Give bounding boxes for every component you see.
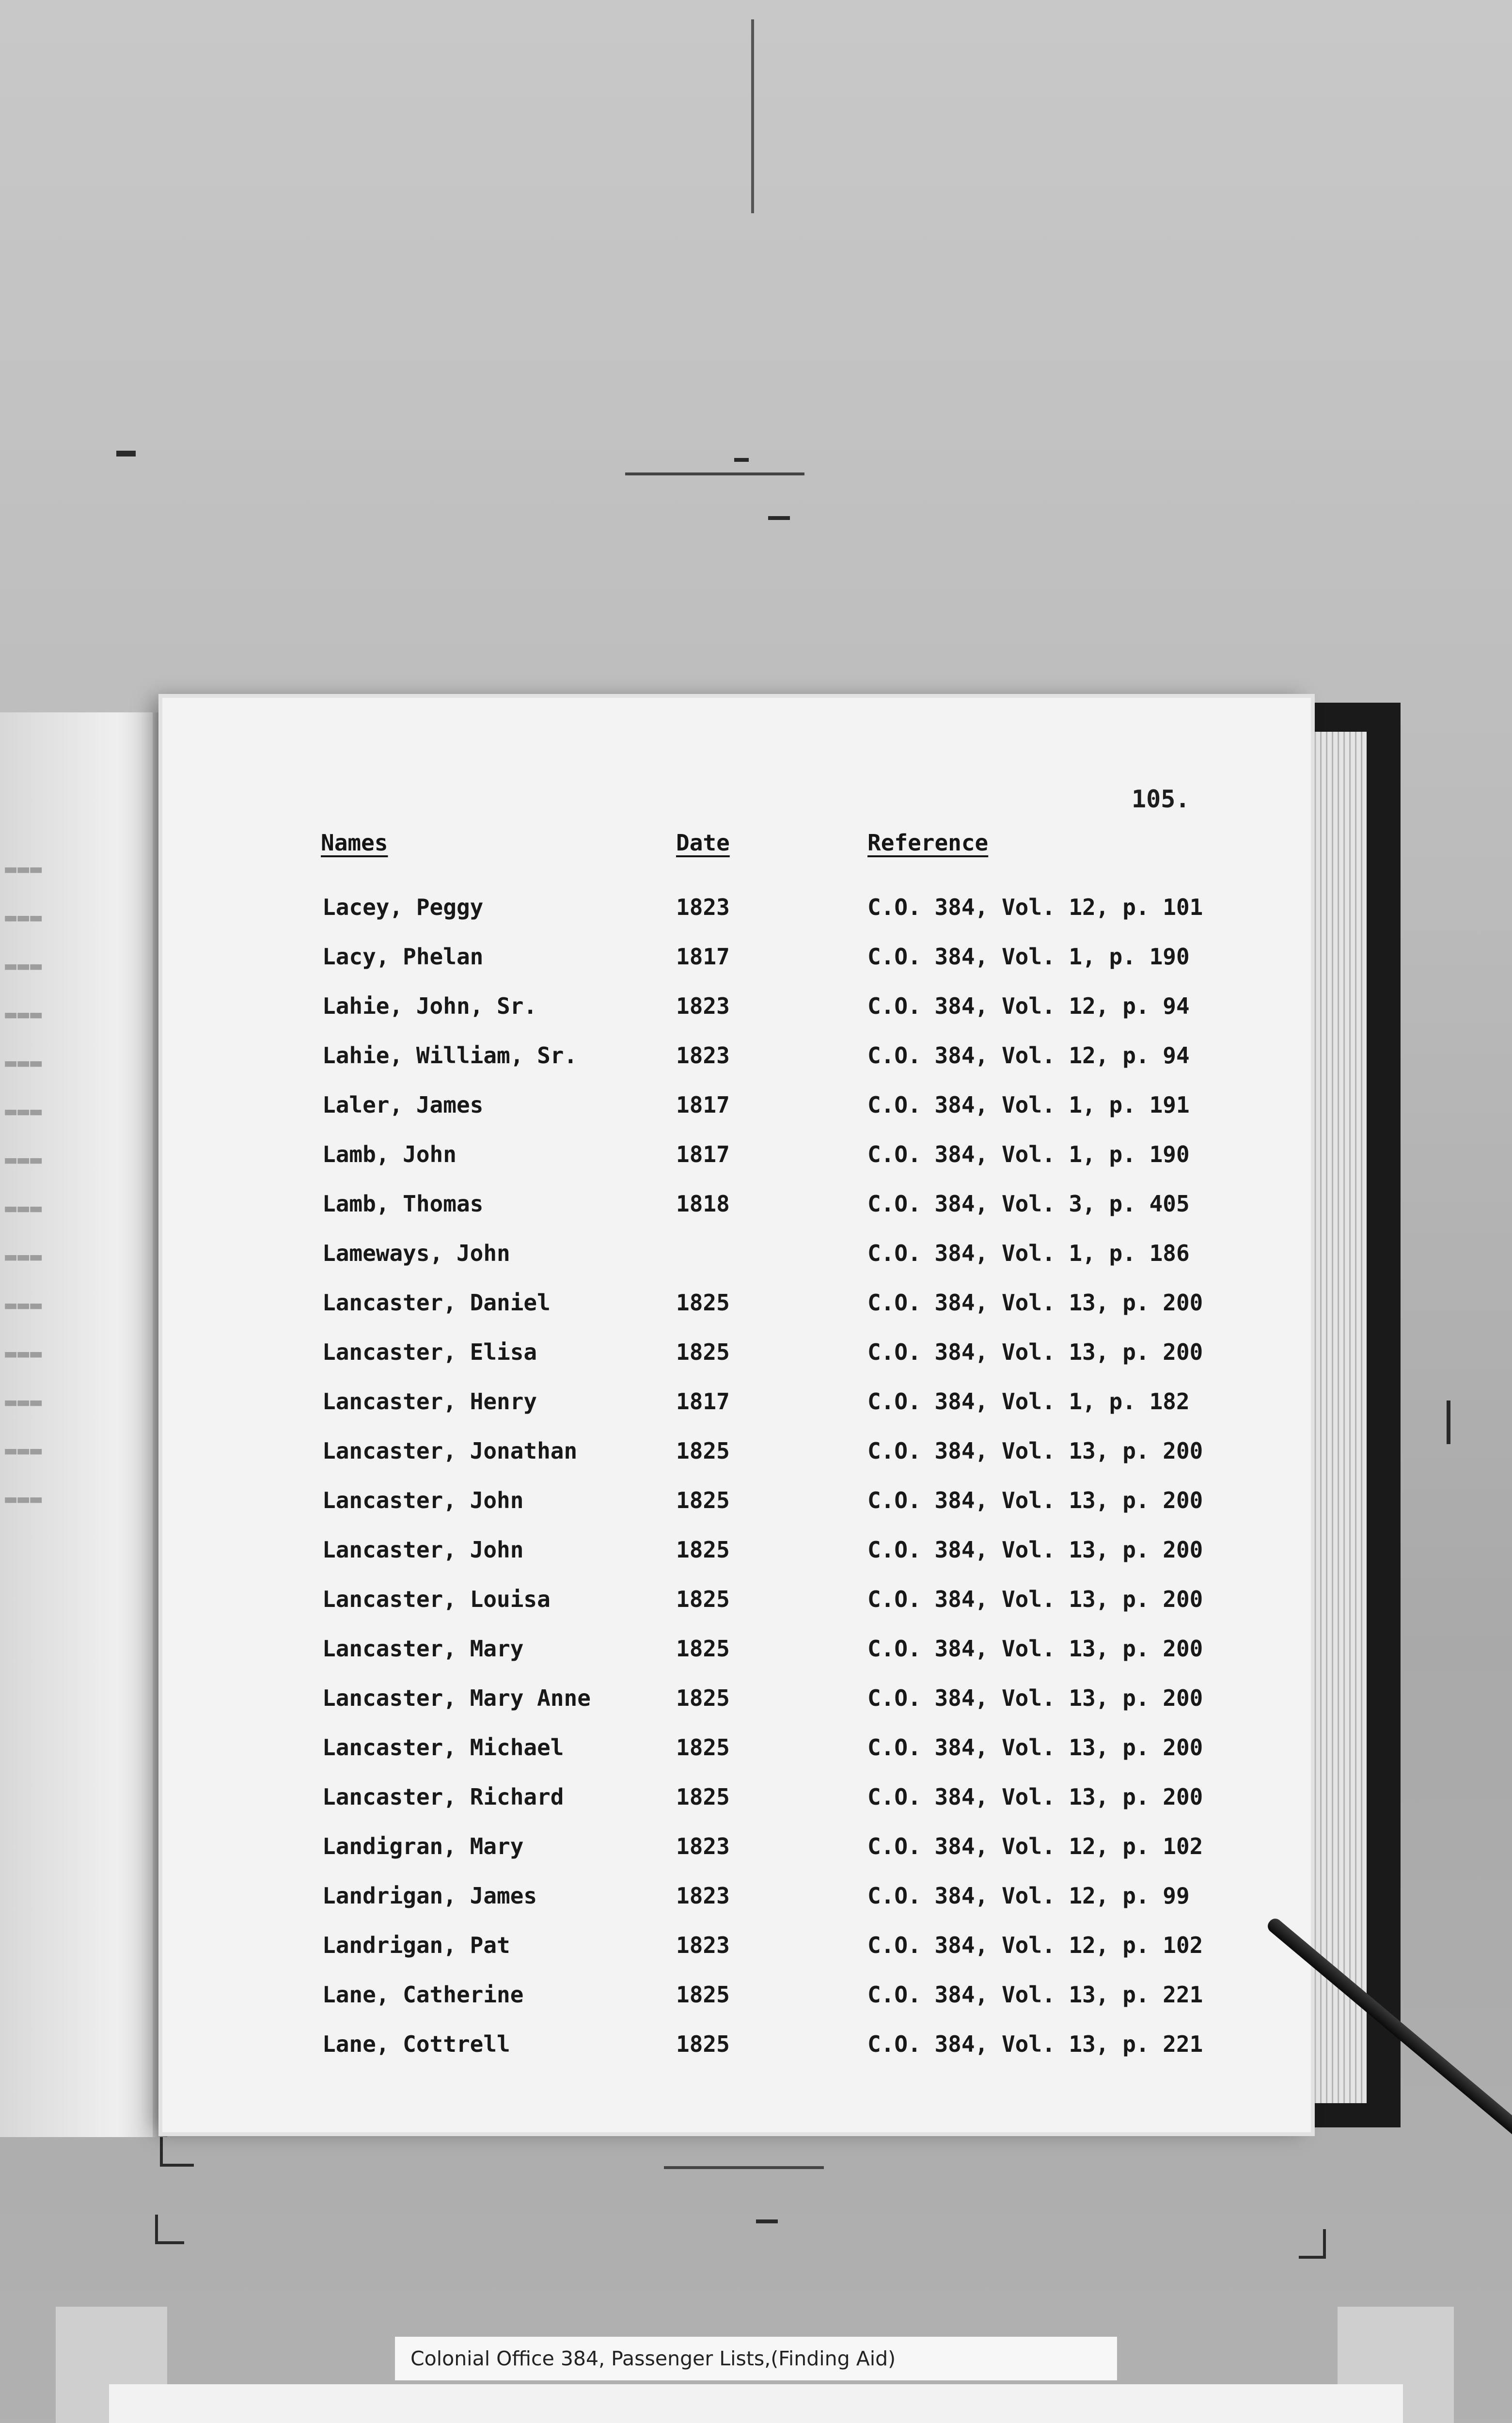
entry-reference: C.O. 384, Vol. 13, p. 200 — [867, 1537, 1203, 1563]
show-through-text: ▬▬▬ — [5, 1294, 43, 1316]
entry-date: 1817 — [676, 1092, 730, 1118]
table-row — [0, 1932, 1338, 1981]
wall-mark — [625, 472, 804, 475]
entry-name: Lancaster, Mary Anne — [322, 1685, 591, 1711]
finding-aid-label: Colonial Office 384, Passenger Lists,(Finding Aid) — [395, 2337, 1117, 2380]
table-row — [0, 1537, 1338, 1585]
show-through-text: ▬▬▬ — [5, 1391, 43, 1413]
entry-date: 1823 — [676, 1042, 730, 1069]
entry-name: Lameways, John — [322, 1240, 510, 1266]
wall-mark — [664, 2166, 824, 2169]
entry-date: 1825 — [676, 1784, 730, 1810]
entry-reference: C.O. 384, Vol. 13, p. 200 — [867, 1586, 1203, 1612]
table-row — [0, 1685, 1338, 1733]
entry-date: 1825 — [676, 1438, 730, 1464]
entry-reference: C.O. 384, Vol. 12, p. 99 — [867, 1883, 1190, 1909]
entry-reference: C.O. 384, Vol. 13, p. 200 — [867, 1290, 1203, 1316]
entry-name: Lancaster, Louisa — [322, 1586, 551, 1612]
entry-name: Lancaster, Elisa — [322, 1339, 537, 1365]
entry-reference: C.O. 384, Vol. 13, p. 200 — [867, 1487, 1203, 1513]
entry-date: 1825 — [676, 1339, 730, 1365]
entry-date: 1825 — [676, 1586, 730, 1612]
entry-reference: C.O. 384, Vol. 1, p. 190 — [867, 1141, 1190, 1167]
corner-mark — [155, 2241, 184, 2244]
entry-reference: C.O. 384, Vol. 13, p. 200 — [867, 1734, 1203, 1761]
show-through-text: ▬▬▬ — [5, 858, 43, 880]
entry-reference: C.O. 384, Vol. 13, p. 200 — [867, 1339, 1203, 1365]
entry-reference: C.O. 384, Vol. 13, p. 221 — [867, 2031, 1203, 2057]
entry-date: 1823 — [676, 993, 730, 1019]
show-through-text: ▬▬▬ — [5, 1149, 43, 1171]
show-through-text: ▬▬▬ — [5, 1003, 43, 1025]
entry-date: 1825 — [676, 1487, 730, 1513]
table-row — [0, 1734, 1338, 1783]
entry-name: Landrigan, James — [322, 1883, 537, 1909]
show-through-text: ▬▬▬ — [5, 1342, 43, 1365]
table-row — [0, 1240, 1338, 1289]
show-through-text: ▬▬▬ — [5, 1488, 43, 1510]
entry-name: Lamb, Thomas — [322, 1191, 484, 1217]
table-row — [0, 1833, 1338, 1882]
entry-name: Lancaster, Richard — [322, 1784, 564, 1810]
entry-name: Landrigan, Pat — [322, 1932, 510, 1958]
entry-name: Lacy, Phelan — [322, 944, 484, 970]
table-row — [0, 1339, 1338, 1387]
entry-date: 1817 — [676, 1388, 730, 1415]
entry-date: 1825 — [676, 1734, 730, 1761]
entry-date: 1825 — [676, 1290, 730, 1316]
table-row — [0, 2031, 1338, 2079]
entry-date: 1818 — [676, 1191, 730, 1217]
show-through-text: ▬▬▬ — [5, 1052, 43, 1074]
header-date: Date — [676, 830, 730, 856]
table-row — [0, 1141, 1338, 1190]
entry-date: 1817 — [676, 944, 730, 970]
entry-name: Lamb, John — [322, 1141, 457, 1167]
entry-reference: C.O. 384, Vol. 1, p. 186 — [867, 1240, 1190, 1266]
entry-reference: C.O. 384, Vol. 12, p. 102 — [867, 1932, 1203, 1958]
entry-reference: C.O. 384, Vol. 13, p. 200 — [867, 1784, 1203, 1810]
corner-mark — [160, 2164, 194, 2167]
entry-date: 1823 — [676, 1833, 730, 1859]
table-row — [0, 1636, 1338, 1684]
entry-date: 1817 — [676, 1141, 730, 1167]
corner-mark — [155, 2215, 158, 2244]
show-through-text: ▬▬▬ — [5, 906, 43, 928]
show-through-text: ▬▬▬ — [5, 1245, 43, 1268]
entry-reference: C.O. 384, Vol. 12, p. 102 — [867, 1833, 1203, 1859]
entry-name: Lancaster, John — [322, 1487, 524, 1513]
entry-date: 1823 — [676, 894, 730, 920]
entry-reference: C.O. 384, Vol. 13, p. 221 — [867, 1982, 1203, 2008]
entry-reference: C.O. 384, Vol. 12, p. 94 — [867, 1042, 1190, 1069]
entry-name: Lahie, John, Sr. — [322, 993, 537, 1019]
entry-reference: C.O. 384, Vol. 1, p. 182 — [867, 1388, 1190, 1415]
wall-mark — [756, 2219, 778, 2223]
table-row — [0, 944, 1338, 992]
table-row — [0, 1092, 1338, 1140]
table-row — [0, 1290, 1338, 1338]
corner-mark — [160, 2137, 163, 2166]
archives-card — [109, 2384, 1403, 2423]
entry-date: 1823 — [676, 1883, 730, 1909]
entry-date: 1825 — [676, 1685, 730, 1711]
wall-mark — [751, 19, 754, 213]
entry-reference: C.O. 384, Vol. 13, p. 200 — [867, 1438, 1203, 1464]
entry-reference: C.O. 384, Vol. 1, p. 190 — [867, 944, 1190, 970]
entry-date: 1825 — [676, 1537, 730, 1563]
entry-name: Lancaster, John — [322, 1537, 524, 1563]
entry-reference: C.O. 384, Vol. 1, p. 191 — [867, 1092, 1190, 1118]
wall-mark — [116, 451, 136, 456]
corner-mark — [1323, 2229, 1326, 2258]
wall-mark — [1447, 1400, 1450, 1444]
table-row — [0, 1883, 1338, 1931]
entry-name: Lacey, Peggy — [322, 894, 484, 920]
table-row — [0, 894, 1338, 943]
wall-mark — [734, 458, 749, 462]
table-row — [0, 1388, 1338, 1437]
entry-name: Lancaster, Jonathan — [322, 1438, 578, 1464]
entry-name: Lahie, William, Sr. — [322, 1042, 578, 1069]
entry-name: Lane, Cottrell — [322, 2031, 510, 2057]
header-reference: Reference — [867, 830, 989, 856]
table-row — [0, 1784, 1338, 1832]
corner-mark — [1299, 2256, 1326, 2259]
entry-reference: C.O. 384, Vol. 12, p. 94 — [867, 993, 1190, 1019]
table-row — [0, 1487, 1338, 1536]
entry-date: 1825 — [676, 2031, 730, 2057]
entry-name: Lane, Catherine — [322, 1982, 524, 2008]
entry-reference: C.O. 384, Vol. 13, p. 200 — [867, 1636, 1203, 1662]
table-row — [0, 1042, 1338, 1091]
show-through-text: ▬▬▬ — [5, 1439, 43, 1462]
wall-mark — [768, 516, 790, 520]
entry-date: 1823 — [676, 1932, 730, 1958]
entry-reference: C.O. 384, Vol. 12, p. 101 — [867, 894, 1203, 920]
entry-date: 1825 — [676, 1636, 730, 1662]
entry-reference: C.O. 384, Vol. 3, p. 405 — [867, 1191, 1190, 1217]
show-through-text: ▬▬▬ — [5, 1100, 43, 1122]
show-through-text: ▬▬▬ — [5, 955, 43, 977]
entry-name: Landigran, Mary — [322, 1833, 524, 1859]
entry-name: Lancaster, Daniel — [322, 1290, 551, 1316]
page-number: 105. — [1132, 785, 1190, 813]
entry-reference: C.O. 384, Vol. 13, p. 200 — [867, 1685, 1203, 1711]
table-row — [0, 1586, 1338, 1635]
entry-name: Lancaster, Mary — [322, 1636, 524, 1662]
show-through-text: ▬▬▬ — [5, 1197, 43, 1219]
entry-name: Laler, James — [322, 1092, 484, 1118]
table-row — [0, 1982, 1338, 2030]
table-row — [0, 1191, 1338, 1239]
entry-date: 1825 — [676, 1982, 730, 2008]
entry-name: Lancaster, Michael — [322, 1734, 564, 1761]
table-row — [0, 993, 1338, 1041]
header-names: Names — [321, 830, 388, 856]
table-row — [0, 1438, 1338, 1486]
entry-name: Lancaster, Henry — [322, 1388, 537, 1415]
